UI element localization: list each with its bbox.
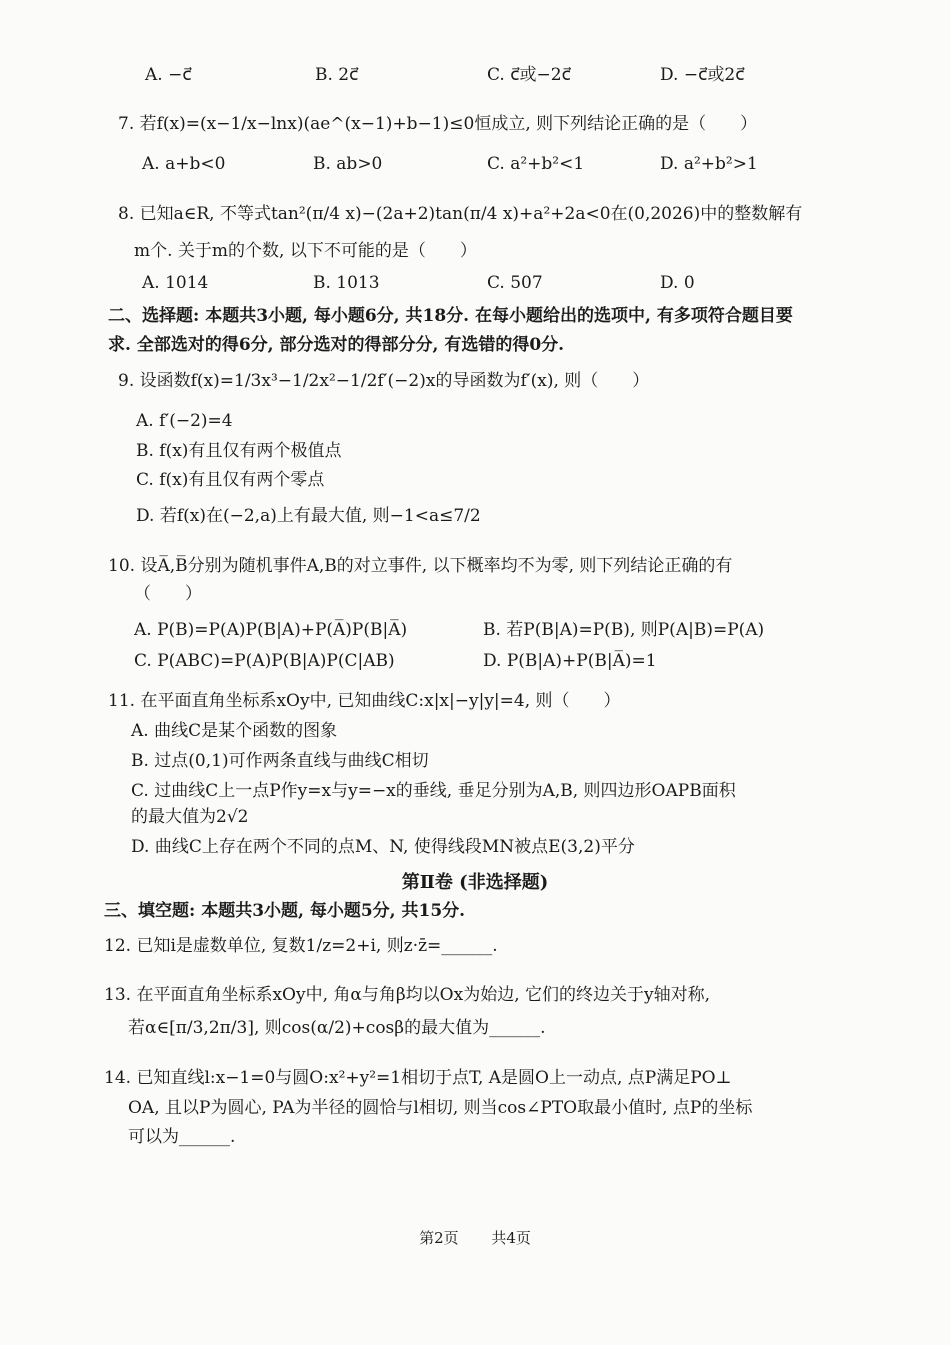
q8-stem-line2: m个. 关于m的个数, 以下不可能的是（ ） bbox=[134, 241, 477, 261]
q7-option-b: B. ab>0 bbox=[313, 154, 383, 174]
q10-stem-line2: （ ） bbox=[134, 584, 202, 604]
q6-option-b: B. 2c⃗ bbox=[315, 65, 359, 85]
q10-option-d: D. P(B|A)+P(B|A̅)=1 bbox=[483, 651, 657, 671]
q14-line1: 14. 已知直线l:x−1=0与圆O:x²+y²=1相切于点T, A是圆O上一动点, 点P满足PO⊥ bbox=[104, 1068, 732, 1088]
q14-line3: 可以为______. bbox=[128, 1127, 236, 1147]
q9-option-c: C. f(x)有且仅有两个零点 bbox=[136, 470, 325, 490]
q8-option-c: C. 507 bbox=[487, 273, 543, 293]
q7-option-d: D. a²+b²>1 bbox=[660, 154, 758, 174]
section2-heading-line2: 求. 全部选对的得6分, 部分选对的得部分分, 有选错的得0分. bbox=[108, 335, 565, 355]
section3-heading: 三、填空题: 本题共3小题, 每小题5分, 共15分. bbox=[104, 901, 466, 921]
q8-stem-line1: 8. 已知a∈R, 不等式tan²(π/4 x)−(2a+2)tan(π/4 x)+a²+2a<0在(0,2026)中的整数解有 bbox=[118, 204, 803, 224]
q9-option-b: B. f(x)有且仅有两个极值点 bbox=[136, 441, 342, 461]
q14-line2: OA, 且以P为圆心, PA为半径的圆恰与l相切, 则当cos∠PTO取最小值时, 点P的坐标 bbox=[128, 1098, 753, 1118]
q11-option-b: B. 过点(0,1)可作两条直线与曲线C相切 bbox=[131, 751, 429, 771]
q11-option-a: A. 曲线C是某个函数的图象 bbox=[131, 721, 338, 741]
page-total: 共4页 bbox=[491, 1229, 531, 1247]
q7-stem: 7. 若f(x)=(x−1/x−lnx)(ae^(x−1)+b−1)≤0恒成立, 则下列结论正确的是（ ） bbox=[118, 114, 758, 134]
q11-option-c-line2: 的最大值为2√2 bbox=[131, 807, 249, 827]
q13-line1: 13. 在平面直角坐标系xOy中, 角α与角β均以Ox为始边, 它们的终边关于y轴对称, bbox=[104, 985, 711, 1005]
q9-stem: 9. 设函数f(x)=1/3x³−1/2x²−1/2f′(−2)x的导函数为f′(x), 则（ ） bbox=[118, 371, 650, 391]
q6-option-d: D. −c⃗或2c⃗ bbox=[660, 65, 745, 85]
q11-option-c-line1: C. 过曲线C上一点P作y=x与y=−x的垂线, 垂足分别为A,B, 则四边形OAPB面积 bbox=[131, 781, 736, 801]
page-footer bbox=[0, 1227, 950, 1248]
q10-stem-line1: 10. 设A̅,B̅分别为随机事件A,B的对立事件, 以下概率均不为零, 则下列结论正确的有 bbox=[108, 556, 733, 576]
q7-option-a: A. a+b<0 bbox=[142, 154, 226, 174]
q7-option-c: C. a²+b²<1 bbox=[487, 154, 585, 174]
q6-option-a: A. −c⃗ bbox=[145, 65, 192, 85]
q10-option-c: C. P(ABC)=P(A)P(B|A)P(C|AB) bbox=[134, 651, 395, 671]
q11-stem: 11. 在平面直角坐标系xOy中, 已知曲线C:x|x|−y|y|=4, 则（ ） bbox=[108, 691, 621, 711]
q9-option-a: A. f′(−2)=4 bbox=[136, 411, 233, 431]
q9-option-d: D. 若f(x)在(−2,a)上有最大值, 则−1<a≤7/2 bbox=[136, 506, 481, 526]
q13-line2: 若α∈[π/3,2π/3], 则cos(α/2)+cosβ的最大值为______. bbox=[128, 1018, 546, 1038]
q10-option-b: B. 若P(B|A)=P(B), 则P(A|B)=P(A) bbox=[483, 620, 765, 640]
q10-option-a: A. P(B)=P(A)P(B|A)+P(A̅)P(B|A̅) bbox=[134, 620, 408, 640]
q8-option-d: D. 0 bbox=[660, 273, 695, 293]
q12-stem: 12. 已知i是虚数单位, 复数1/z=2+i, 则z·z̄=______. bbox=[104, 936, 498, 956]
section2-heading-line1: 二、选择题: 本题共3小题, 每小题6分, 共18分. 在每小题给出的选项中, 有多项符合题目要 bbox=[108, 306, 793, 326]
q8-option-b: B. 1013 bbox=[313, 273, 380, 293]
page-number: 第2页 bbox=[419, 1229, 459, 1247]
q6-option-c: C. c⃗或−2c⃗ bbox=[487, 65, 571, 85]
part2-title: 第Ⅱ卷 (非选择题) bbox=[401, 872, 549, 893]
q11-option-d: D. 曲线C上存在两个不同的点M、N, 使得线段MN被点E(3,2)平分 bbox=[131, 837, 635, 857]
q8-option-a: A. 1014 bbox=[142, 273, 209, 293]
